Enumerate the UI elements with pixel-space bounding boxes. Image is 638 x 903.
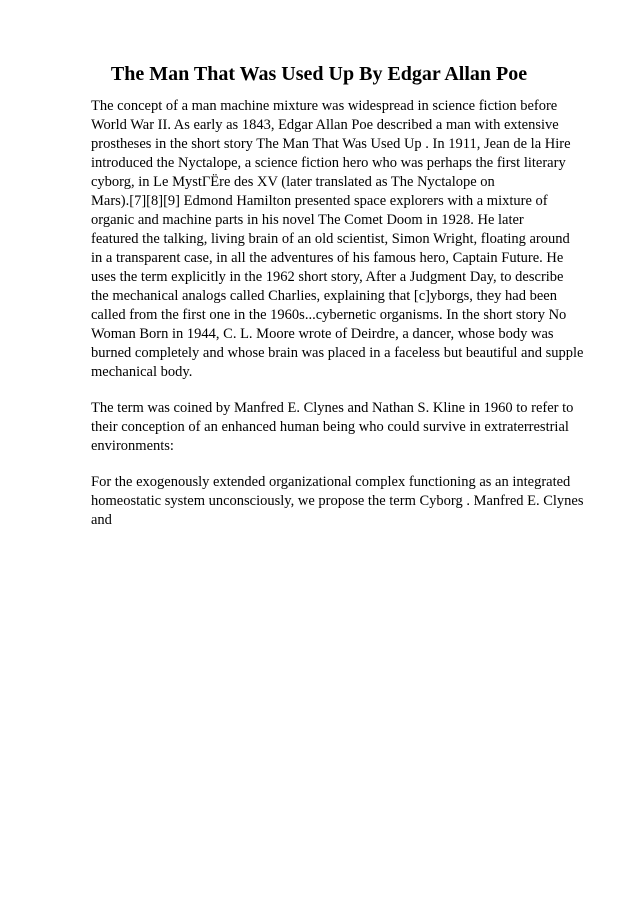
text-line: World War II. As early as 1843, Edgar Allan Poe described a man with extensive xyxy=(91,117,559,133)
text-line: cyborg, in Le MystΓËre des XV (later translated as The Nyctalope on xyxy=(91,174,495,190)
paragraph-3 xyxy=(91,473,591,530)
text-line: called from the first one in the 1960s...cybernetic organisms. In the short story No xyxy=(91,307,567,323)
text-line: For the exogenously extended organizational complex functioning as an integrated xyxy=(91,474,571,490)
text-line: organic and machine parts in his novel The Comet Doom in 1928. He later xyxy=(91,212,524,228)
text-line: The term was coined by Manfred E. Clynes and Nathan S. Kline in 1960 to refer to xyxy=(91,400,574,416)
text-line: featured the talking, living brain of an old scientist, Simon Wright, floating around xyxy=(91,231,570,247)
text-line: Mars).[7][8][9] Edmond Hamilton presented space explorers with a mixture of xyxy=(91,193,548,209)
text-line: in a transparent case, in all the adventures of his famous hero, Captain Future. He xyxy=(91,250,564,266)
text-line: homeostatic system unconsciously, we propose the term Cyborg . Manfred E. Clynes xyxy=(91,493,584,509)
text-line: introduced the Nyctalope, a science fiction hero who was perhaps the first literary xyxy=(91,155,566,171)
text-line: environments: xyxy=(91,438,174,454)
text-line: their conception of an enhanced human being who could survive in extraterrestrial xyxy=(91,419,569,435)
text-line: burned completely and whose brain was placed in a faceless but beautiful and supple xyxy=(91,345,584,361)
paragraph-1 xyxy=(91,97,591,382)
document-title: The Man That Was Used Up By Edgar Allan Poe xyxy=(110,63,528,85)
text-line: and xyxy=(91,512,112,528)
text-line: mechanical body. xyxy=(91,364,193,380)
document-body xyxy=(91,97,591,547)
text-line: Woman Born in 1944, C. L. Moore wrote of Deirdre, a dancer, whose body was xyxy=(91,326,554,342)
paragraph-2 xyxy=(91,399,591,456)
text-line: uses the term explicitly in the 1962 short story, After a Judgment Day, to describe xyxy=(91,269,564,285)
text-line: prostheses in the short story The Man That Was Used Up . In 1911, Jean de la Hire xyxy=(91,136,571,152)
text-line: The concept of a man machine mixture was widespread in science fiction before xyxy=(91,98,558,114)
text-line: the mechanical analogs called Charlies, explaining that [c]yborgs, they had been xyxy=(91,288,557,304)
